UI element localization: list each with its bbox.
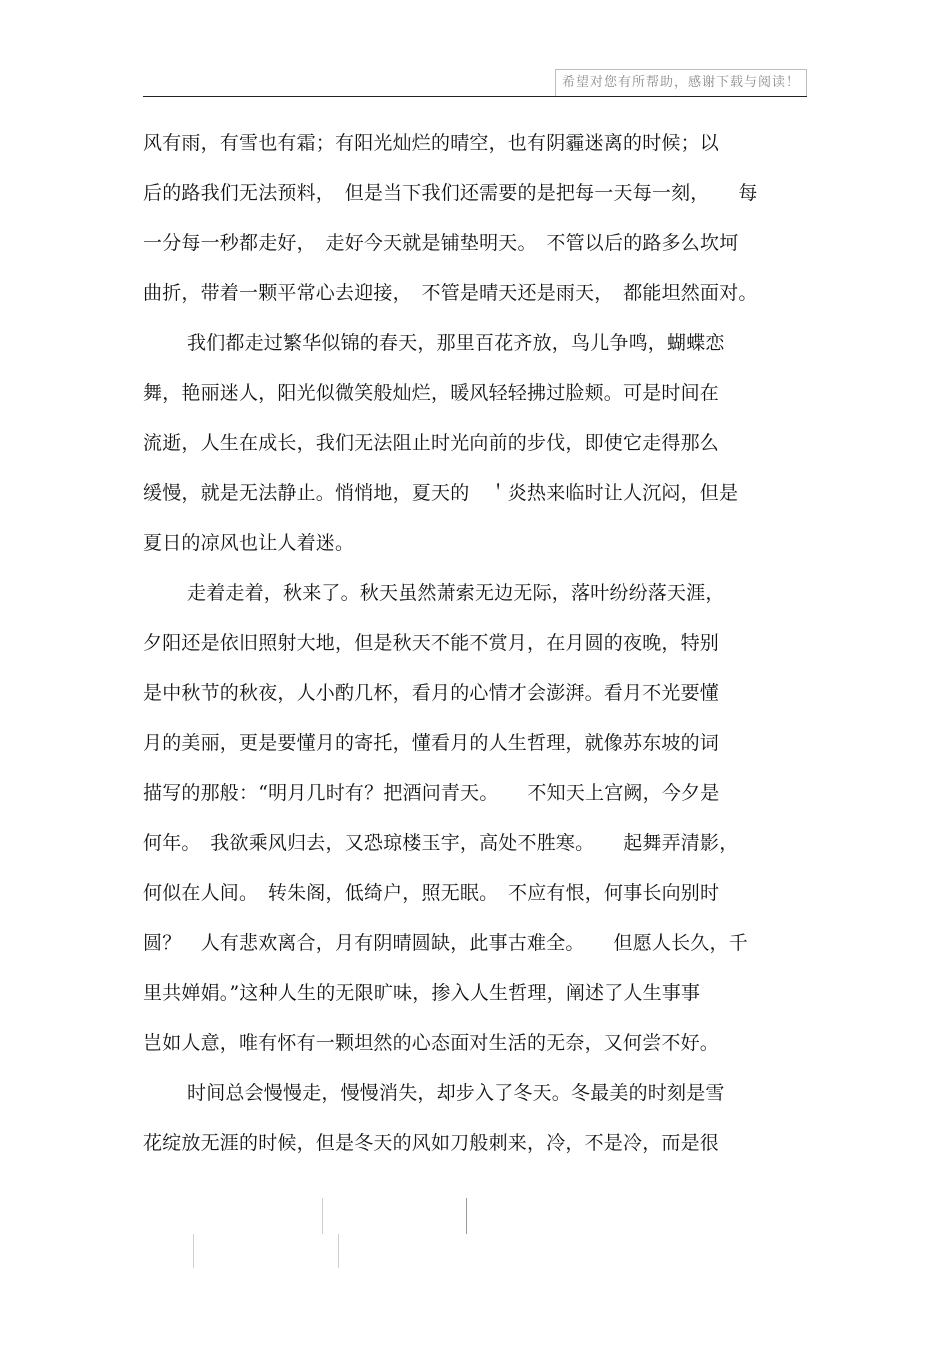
text-line: 里共婵娟。”这种人生的无限旷味，掺入人生哲理，阐述了人生事事 [143, 982, 701, 1004]
text-line: 一分每一秒都走好， 走好今天就是铺垫明天。 不管以后的路多么坎坷 [143, 232, 739, 254]
text-line: 曲折，带着一颗平常心去迎接， 不管是晴天还是雨天， 都能坦然面对。 [143, 282, 758, 304]
text-line: 花绽放无涯的时候，但是冬天的风如刀般刺来，冷，不是冷，而是很 [143, 1132, 720, 1154]
paragraph-start-line: 走着走着，秋来了。秋天虽然萧索无边无际，落叶纷纷落天涯， [187, 582, 725, 604]
scan-mark [466, 1198, 467, 1234]
text-line: 夏日的凉风也让人着迷。 [143, 532, 355, 554]
text-line: 风有雨，有雪也有霜；有阳光灿烂的晴空，也有阴霾迷离的时候；以 [143, 132, 720, 154]
text-line: 岂如人意，唯有怀有一颗坦然的心态面对生活的无奈，又何尝不好。 [143, 1032, 720, 1054]
text-line: 流逝，人生在成长，我们无法阻止时光向前的步伐，即使它走得那么 [143, 432, 720, 454]
text-line: 舞，艳丽迷人，阳光似微笑般灿烂，暖风轻轻拂过脸颊。可是时间在 [143, 382, 720, 404]
text-line: 何年。 我欲乘风归去，又恐琼楼玉宇，高处不胜寒。 起舞弄清影， [143, 832, 739, 854]
text-line: 月的美丽，更是要懂月的寄托，懂看月的人生哲理，就像苏东坡的词 [143, 732, 720, 754]
scan-mark [193, 1234, 194, 1268]
header-note: 希望对您有所帮助，感谢下载与阅读！ [555, 69, 807, 97]
header-rule [143, 96, 807, 97]
text-line: 缓慢，就是无法静止。悄悄地，夏天的 ＇炎热来临时让人沉闷，但是 [143, 482, 739, 504]
text-line: 圆？ 人有悲欢离合，月有阴晴圆缺，此事古难全。 但愿人长久，千 [143, 932, 748, 954]
scan-mark [322, 1198, 323, 1234]
body-text [143, 118, 807, 1168]
text-line: 描写的那般：“明月几时有？把酒问青天。 不知天上宫阙，今夕是 [143, 782, 720, 804]
text-line: 是中秋节的秋夜，人小酌几杯，看月的心情才会澎湃。看月不光要懂 [143, 682, 720, 704]
text-line: 何似在人间。 转朱阁，低绮户，照无眠。 不应有恨，何事长向别时 [143, 882, 720, 904]
paragraph-start-line: 时间总会慢慢走，慢慢消失，却步入了冬天。冬最美的时刻是雪 [187, 1082, 725, 1104]
scan-mark [338, 1234, 339, 1268]
text-line: 后的路我们无法预料， 但是当下我们还需要的是把每一天每一刻， 每 [143, 182, 758, 204]
text-line: 夕阳还是依旧照射大地，但是秋天不能不赏月，在月圆的夜晚，特别 [143, 632, 720, 654]
paragraph-start-line: 我们都走过繁华似锦的春天，那里百花齐放，鸟儿争鸣，蝴蝶恋 [187, 332, 725, 354]
